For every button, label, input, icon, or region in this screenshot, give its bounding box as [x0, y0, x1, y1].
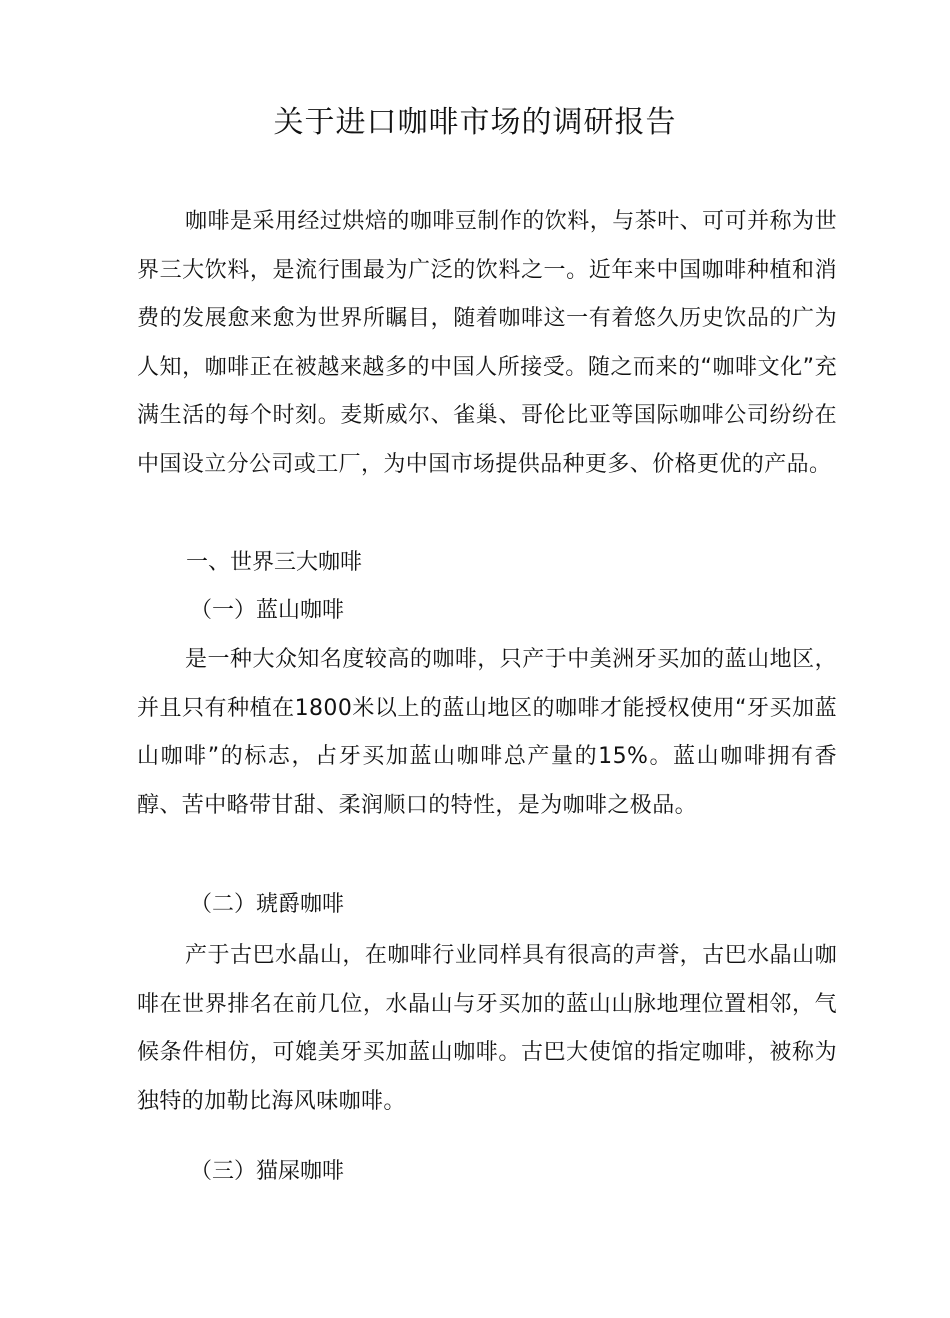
document-title: 关于进口咖啡市场的调研报告	[273, 105, 677, 140]
subsection-heading-blue-mountain: （一）蓝山咖啡	[190, 598, 345, 623]
section-heading-world-coffees: 一、世界三大咖啡	[186, 550, 363, 575]
intro-paragraph: 咖啡是采用经过烘焙的咖啡豆制作的饮料，与茶叶、可可并称为世界三大饮料，是流行围最为广泛的饮料之一。近年来中国咖啡种植和消费的发展愈来愈为世界所瞩目，随着咖啡这一有着悠久历史饮品的广为人知，咖啡正在被越来越多的中国人所接受。随之而来的“咖啡文化”充满生活的每个时刻。麦斯威尔、雀巢、哥伦比亚等国际咖啡公司纷纷在中国设立分公司或工厂，为中国市场提供品种更多、价格更优的产品。	[137, 209, 837, 477]
subsection-heading-civet: （三）猫屎咖啡	[190, 1159, 345, 1184]
hujue-paragraph: 产于古巴水晶山，在咖啡行业同样具有很高的声誉，古巴水晶山咖啡在世界排名在前几位，水晶山与牙买加的蓝山山脉地理位置相邻，气候条件相仿，可媲美牙买加蓝山咖啡。古巴大使馆的指定咖啡，被称为独特的加勒比海风味咖啡。	[137, 943, 837, 1114]
blue-mountain-paragraph: 是一种大众知名度较高的咖啡，只产于中美洲牙买加的蓝山地区，并且只有种植在1800米以上的蓝山地区的咖啡才能授权使用“牙买加蓝山咖啡”的标志，占牙买加蓝山咖啡总产量的15%。蓝山咖啡拥有香醇、苦中略带甘甜、柔润顺口的特性，是为咖啡之极品。	[137, 647, 837, 818]
subsection-heading-hujue: （二）琥爵咖啡	[190, 892, 345, 917]
